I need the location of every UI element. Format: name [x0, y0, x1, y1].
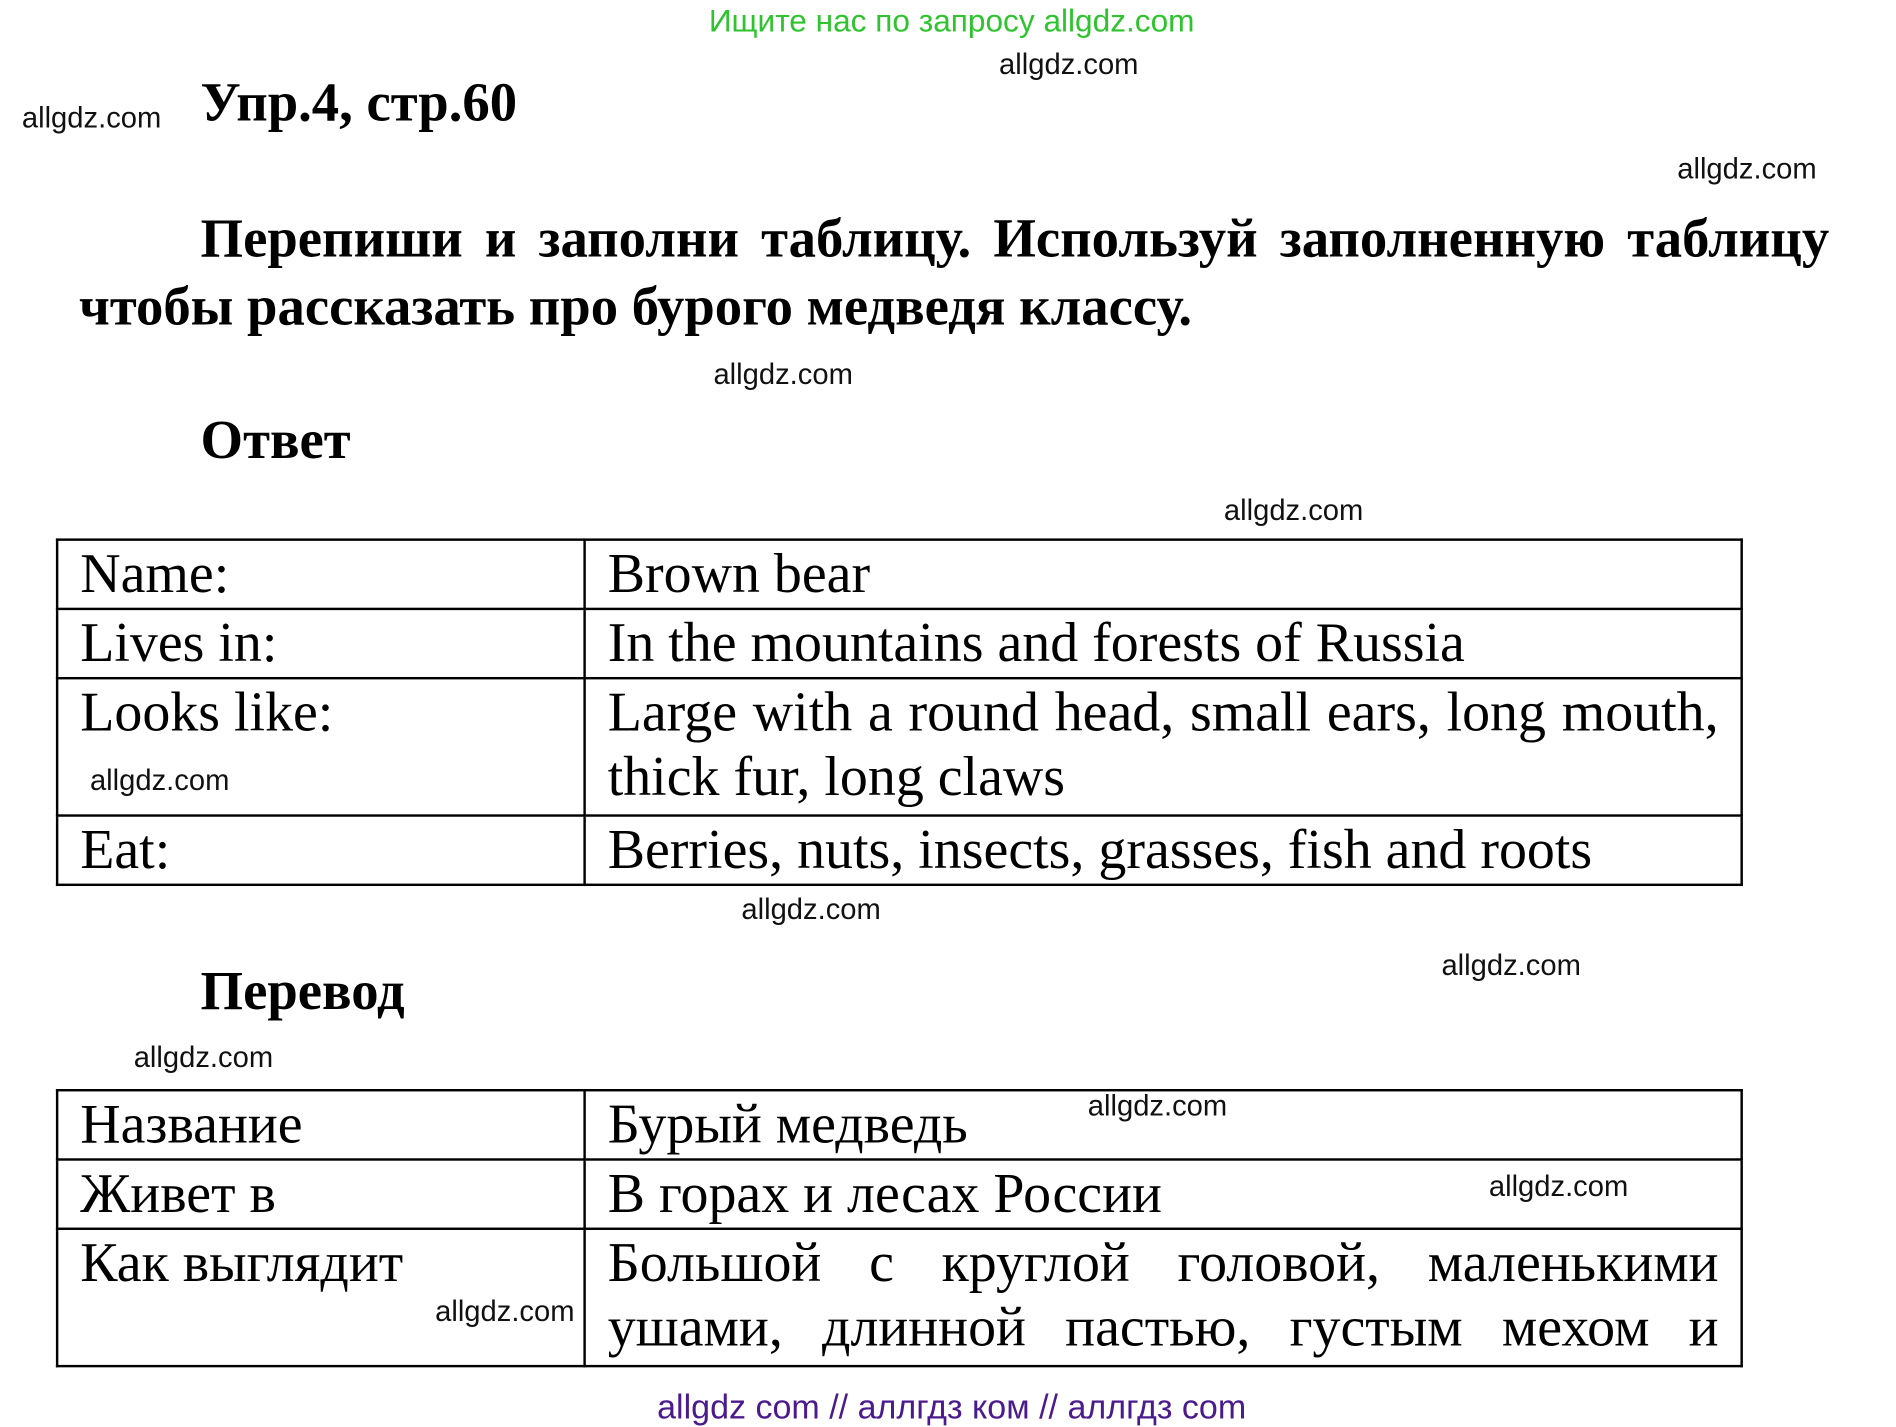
watermark: allgdz.com [1677, 153, 1817, 186]
row-value: Berries, nuts, insects, grasses, fish and roots [585, 816, 1742, 885]
watermark: allgdz.com [21, 102, 162, 135]
watermark: allgdz.com [1223, 494, 1364, 528]
answer-table [56, 538, 1743, 886]
row-key: Name: [57, 540, 584, 609]
row-key: Название [57, 1090, 584, 1159]
row-key: Eat: [57, 816, 584, 885]
task-text: Перепиши и заполни таблицу. Используй заполненную таблицу чтобы рассказать про бурого медведя классу. [79, 207, 1830, 337]
watermark: allgdz.com [1441, 949, 1581, 983]
table-row [57, 1090, 1742, 1159]
row-key: Как выглядит [57, 1229, 584, 1366]
table-row [57, 540, 1742, 609]
watermark: allgdz.com [1087, 1090, 1228, 1124]
bottom-banner[interactable]: allgdz com // аллгдз ком // аллгдз com [657, 1387, 1247, 1426]
row-value: В горах и лесах России [585, 1159, 1742, 1228]
row-key: Живет в [57, 1159, 584, 1228]
row-value: Brown bear [585, 540, 1742, 609]
watermark: allgdz.com [713, 358, 853, 392]
watermark: allgdz.com [89, 764, 230, 798]
table-row [57, 1229, 1742, 1366]
watermark: allgdz.com [741, 893, 881, 927]
answer-heading: Ответ [200, 409, 351, 471]
row-key: Lives in: [57, 609, 584, 678]
watermark: allgdz.com [1488, 1170, 1629, 1204]
translation-table [56, 1089, 1743, 1367]
translation-heading: Перевод [200, 960, 405, 1021]
page-title: Упр.4, стр.60 [200, 71, 518, 133]
table-row [57, 816, 1742, 885]
row-key: Looks like: [57, 678, 584, 815]
table-row [57, 609, 1742, 678]
table-row [57, 678, 1742, 815]
row-value: Large with a round head, small ears, long mouth, thick fur, long claws [585, 678, 1742, 815]
row-value: Бурый медведь [585, 1090, 1742, 1159]
row-value: Большой с круглой головой, маленькими ушами, длинной пастью, густым мехом и [585, 1229, 1742, 1366]
row-value: In the mountains and forests of Russia [585, 609, 1742, 678]
watermark: allgdz.com [435, 1295, 575, 1329]
watermark: allgdz.com [999, 48, 1139, 82]
watermark: allgdz.com [133, 1041, 274, 1075]
top-banner[interactable]: Ищите нас по запросу allgdz.com [708, 2, 1195, 39]
